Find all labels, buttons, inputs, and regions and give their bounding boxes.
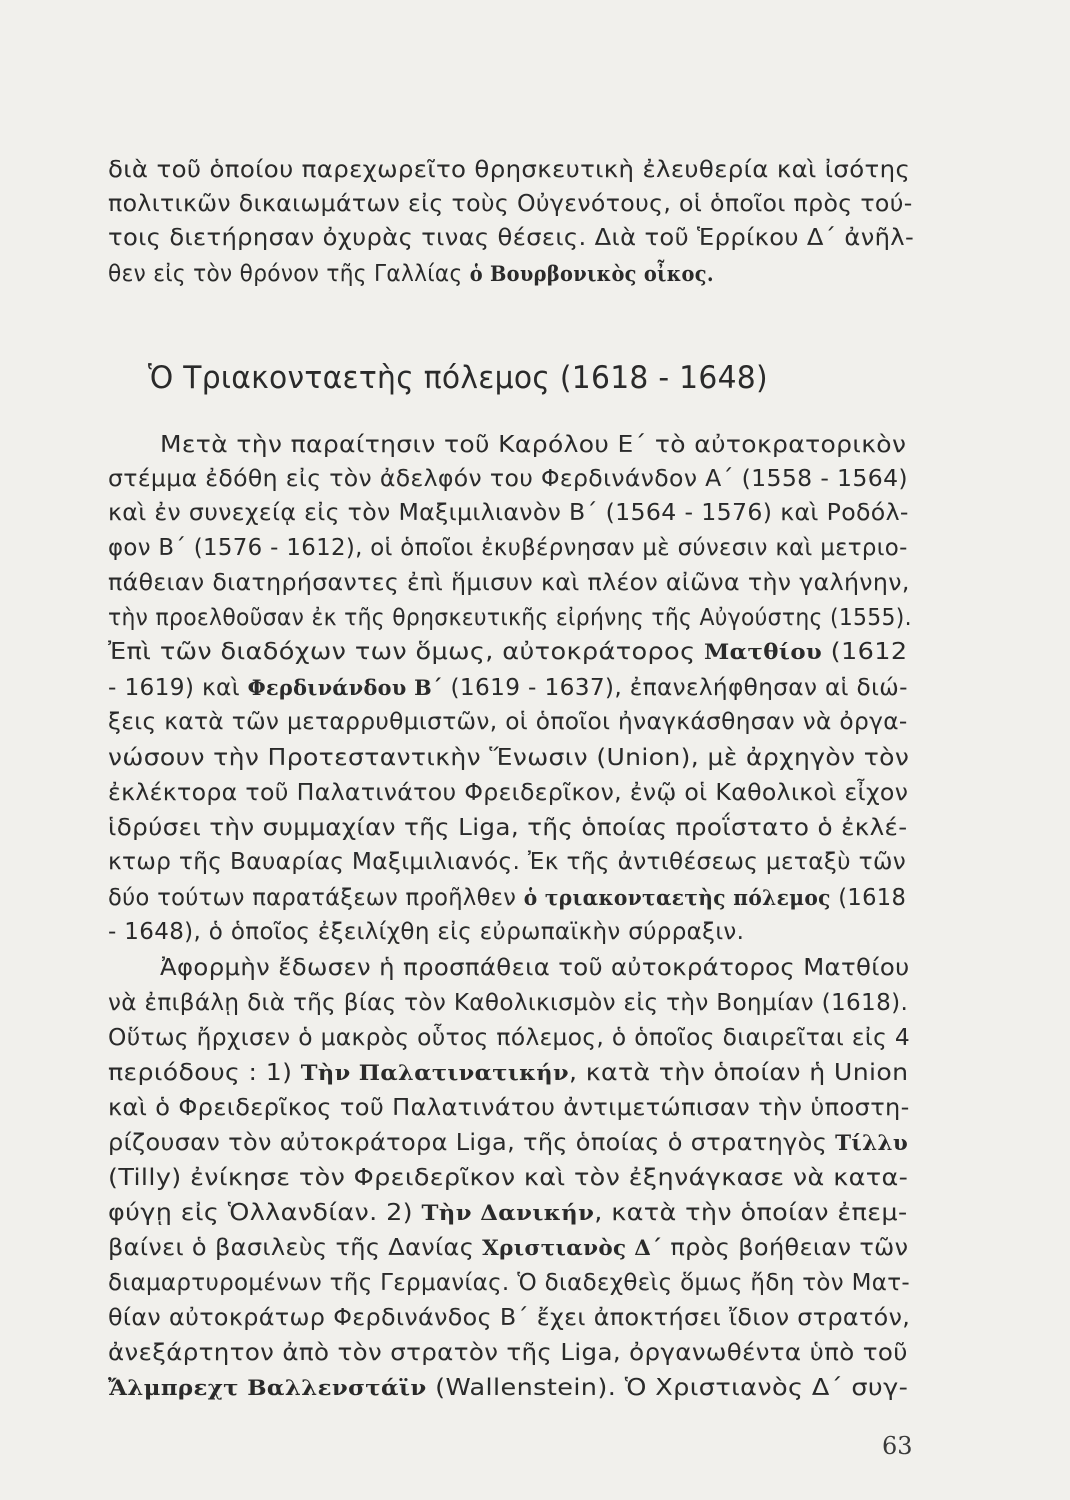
bold-term: Φερδινάνδου Β΄ [247, 675, 443, 700]
body-line [108, 775, 908, 809]
text-run: νώσουν τὴν Προτεσταντικὴν Ἕνωσιν (Union), μὲ ἀρχηγὸν τὸν [108, 743, 910, 771]
intro-line [108, 220, 914, 254]
text-run: - 1619) καὶ [108, 673, 248, 701]
body-line [160, 950, 910, 984]
body-line [108, 1055, 909, 1090]
text-run: Οὕτως ἤρχισεν ὁ μακρὸς οὗτος πόλεμος, ὁ ὁποῖος διαιρεῖται εἰς 4 [108, 1023, 911, 1051]
text-run: (1618 [830, 883, 907, 911]
text-run: Ἀφορμὴν ἔδωσεν ἡ προσπάθεια τοῦ αὐτοκράτορος Ματθίου [160, 953, 910, 981]
body-line [108, 1020, 910, 1054]
text-run: διαμαρτυρομένων τῆς Γερμανίας. Ὁ διαδεχθεὶς ὅμως ἤδη τὸν Ματ- [108, 1268, 911, 1296]
body-line [108, 461, 908, 495]
text-run: ρίζουσαν τὸν αὐτοκράτορα Liga, τῆς ὁποίας ὁ στρατηγὸς [108, 1128, 836, 1156]
body-line [108, 844, 906, 878]
body-line [108, 985, 908, 1019]
text-run: βαίνει ὁ βασιλεὺς τῆς Δανίας [108, 1233, 483, 1261]
body-line [108, 1335, 908, 1369]
text-run: , κατὰ τὴν ὁποίαν ἡ Union [569, 1058, 909, 1086]
body-line [108, 600, 912, 634]
bold-term: Χριστιανὸς Δ΄ [482, 1235, 663, 1260]
text-run: περιόδους : 1) [108, 1058, 301, 1086]
body-line [108, 1125, 908, 1160]
text-run: (1619 - 1637), ἐπανελήφθησαν αἱ διώ- [442, 673, 908, 701]
text-run: διὰ τοῦ ὁποίου παρεχωρεῖτο θρησκευτικὴ ἐλευθερία καὶ ἰσότης [108, 155, 911, 183]
text-run: στέμμα ἐδόθη εἰς τὸν ἀδελφόν του Φερδινάνδον Α΄ (1558 - 1564) [108, 464, 908, 492]
bold-term: Τὴν Δανικήν [421, 1200, 595, 1225]
text-run: (Tilly) ἐνίκησε τὸν Φρειδερῖκον καὶ τὸν ἐξηνάγκασε νὰ κατα- [108, 1163, 909, 1191]
bold-term: Τὴν Παλατινατικήν [300, 1060, 570, 1085]
text-run: (1612 [822, 637, 908, 665]
body-line [160, 427, 906, 461]
text-run: νὰ ἐπιβάλῃ διὰ τῆς βίας τὸν Καθολικισμὸν εἰς τὴν Βοημίαν (1618). [108, 988, 909, 1016]
text-run: καὶ ἐν συνεχείᾳ εἰς τὸν Μαξιμιλιανὸν Β΄ (1564 - 1576) καὶ Ροδόλ- [108, 498, 909, 526]
body-line [108, 914, 744, 948]
body-line [108, 1370, 908, 1405]
text-run: ἱδρύσει τὴν συμμαχίαν τῆς Liga, τῆς ὁποίας προΐστατο ὁ ἐκλέ- [108, 813, 908, 841]
body-line [108, 530, 908, 564]
body-line [108, 740, 909, 774]
body-line [108, 704, 908, 738]
text-run: δύο τούτων παρατάξεων προῆλθεν [108, 883, 524, 911]
text-run: πολιτικῶν δικαιωμάτων εἰς τοὺς Οὐγενότους, οἱ ὁποῖοι πρὸς τού- [108, 189, 913, 217]
intro-line [108, 152, 910, 186]
bold-term: Ματθίου [703, 639, 823, 664]
body-line [108, 880, 906, 915]
body-line [108, 810, 907, 844]
bold-term: ὁ τριακονταετὴς πόλεμος [523, 885, 831, 910]
body-line [108, 1090, 910, 1124]
page-number: 63 [882, 1432, 913, 1460]
text-run: πρὸς βοήθειαν τῶν [662, 1233, 909, 1261]
text-run: καὶ ὁ Φρειδερῖκος τοῦ Παλατινάτου ἀντιμετώπισαν τὴν ὑποστη- [108, 1093, 910, 1121]
text-run: κτωρ τῆς Βαυαρίας Μαξιμιλιανός. Ἐκ τῆς ἀντιθέσεως μεταξὺ τῶν [108, 847, 907, 875]
body-line [108, 1265, 910, 1299]
text-run: πάθειαν διατηρήσαντες ἐπὶ ἥμισυν καὶ πλέον αἰῶνα τὴν γαλήνην, [108, 568, 910, 596]
text-run: φον Β΄ (1576 - 1612), οἱ ὁποῖοι ἐκυβέρνησαν μὲ σύνεσιν καὶ μετριο- [108, 533, 908, 561]
body-line [108, 670, 908, 705]
body-line [108, 1195, 908, 1230]
body-line [108, 495, 909, 529]
body-line [108, 1300, 910, 1334]
text-run: ἐκλέκτορα τοῦ Παλατινάτου Φρειδερῖκον, ἐνῷ οἱ Καθολικοὶ εἶχον [108, 778, 909, 806]
section-title: Ὁ Τριακονταετὴς πόλεμος (1618 - 1648) [148, 360, 768, 396]
text-run: Μετὰ τὴν παραίτησιν τοῦ Καρόλου Ε΄ τὸ αὐτοκρατορικὸν [160, 430, 907, 458]
text-run: τοις διετήρησαν ὀχυρὰς τινας θέσεις. Διὰ τοῦ Ἑρρίκου Δ΄ ἀνῆλ- [108, 223, 915, 251]
body-line [108, 634, 908, 669]
body-line [108, 1230, 908, 1265]
text-run: ξεις κατὰ τῶν μεταρρυθμιστῶν, οἱ ὁποῖοι ἠναγκάσθησαν νὰ ὀργα- [108, 707, 908, 735]
text-run: Ἐπὶ τῶν διαδόχων των ὅμως, αὐτοκράτορος [108, 637, 704, 665]
intro-line [108, 186, 913, 220]
bold-term: Τίλλυ [835, 1130, 909, 1155]
bold-term: Ἄλμπρεχτ Βαλλενστάϊν [108, 1375, 427, 1400]
text-run: , κατὰ τὴν ὁποίαν ἐπεμ- [594, 1198, 908, 1226]
text-run: θίαν αὐτοκράτωρ Φερδινάνδος Β΄ ἔχει ἀποκτήσει ἴδιον στρατόν, [108, 1303, 911, 1331]
intro-line [108, 256, 714, 291]
body-line [108, 565, 910, 599]
bold-term: ὁ Βουρβονικὸς οἶκος. [469, 261, 714, 286]
text-run: (Wallenstein). Ὁ Χριστιανὸς Δ΄ συγ- [426, 1373, 909, 1401]
text-run: φύγῃ εἰς Ὁλλανδίαν. 2) [108, 1198, 422, 1226]
text-run: τὴν προελθοῦσαν ἐκ τῆς θρησκευτικῆς εἰρήνης τῆς Αὐγούστης (1555). [108, 603, 912, 631]
text-run: ἀνεξάρτητον ἀπὸ τὸν στρατὸν τῆς Liga, ὀργανωθέντα ὑπὸ τοῦ [108, 1338, 908, 1366]
text-run: θεν εἰς τὸν θρόνον τῆς Γαλλίας [108, 259, 470, 287]
body-line [108, 1160, 908, 1194]
text-run: - 1648), ὁ ὁποῖος ἐξειλίχθη εἰς εὐρωπαϊκὴν σύρραξιν. [108, 917, 745, 945]
